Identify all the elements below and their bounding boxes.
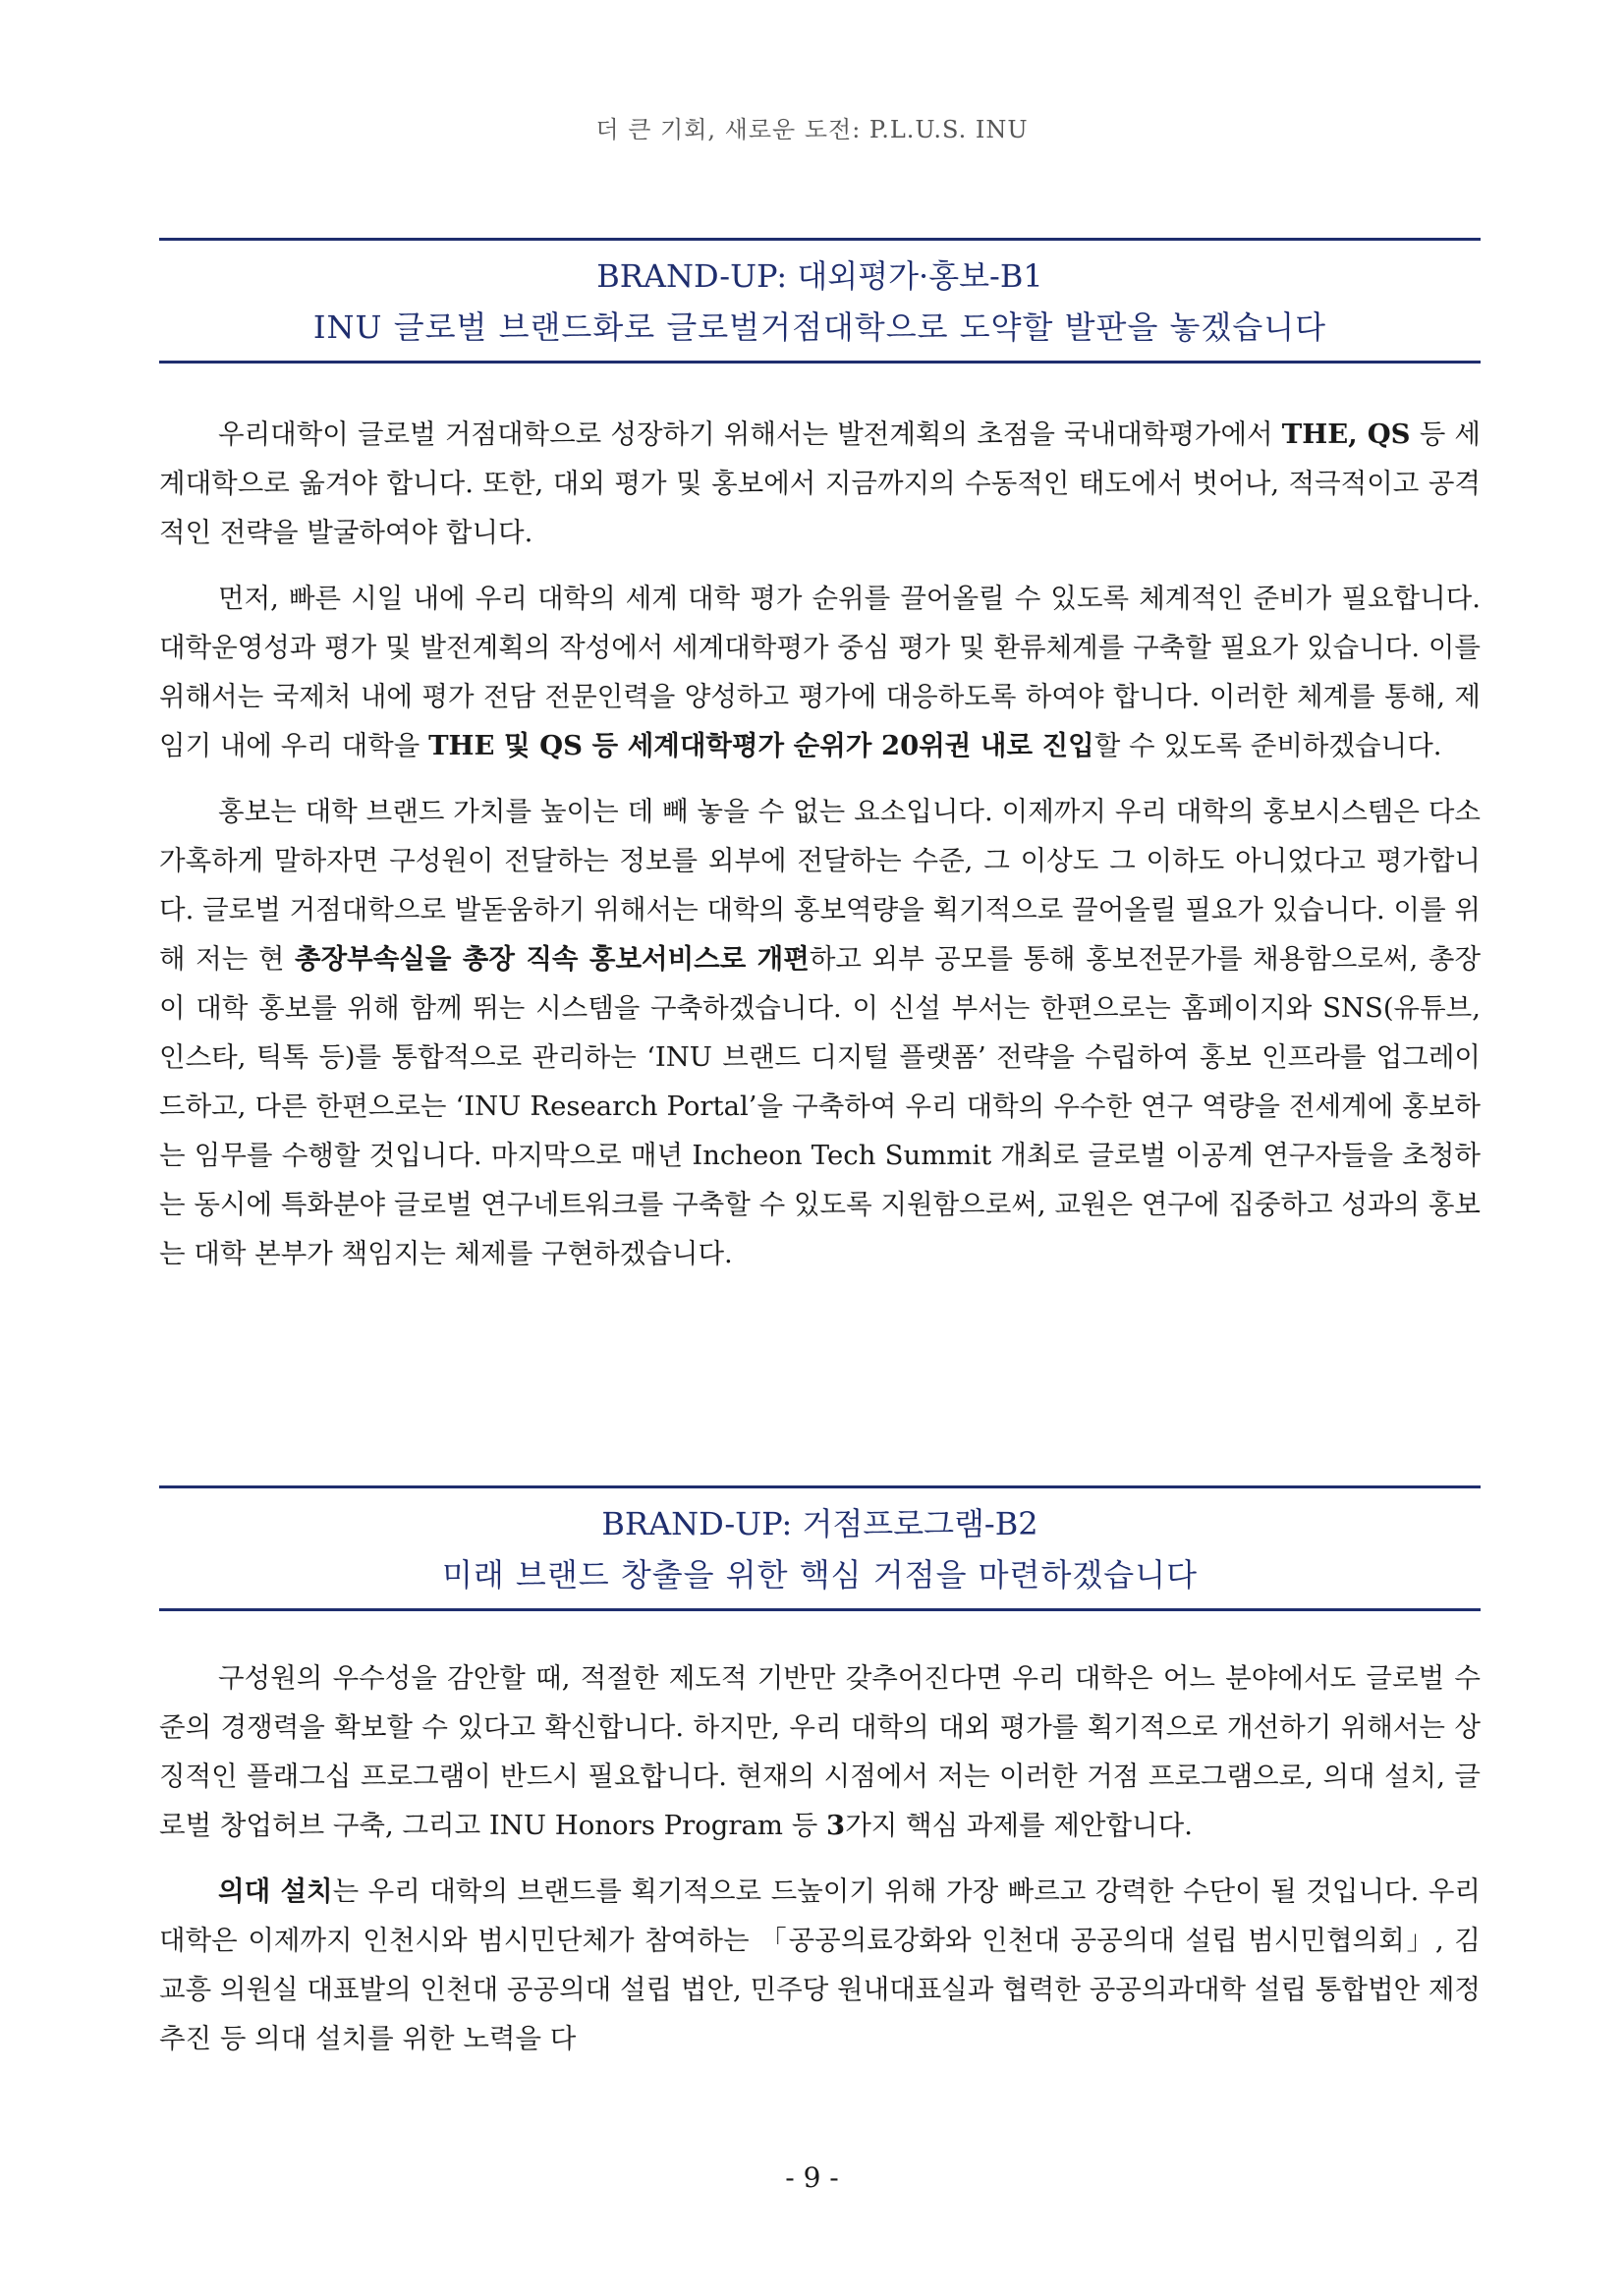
paragraph-b1-2: 먼저, 빠른 시일 내에 우리 대학의 세계 대학 평가 순위를 끌어올릴 수 있도록 체계적인 준비가 필요합니다. 대학운영성과 평가 및 발전계획의 작성에서 세계대학평가 중심 평가 및 환류체계를 구축할 필요가 있습니다. 이를 위해서는 국제처 내에 평가 전담 전문인력을 양성하고 평가에 대응하도록 하여야 합니다. 이러한 체계를 통해, 제 임기 내에 우리 대학을 THE 및 QS 등 세계대학평가 순위가 20위권 내로 진입할 수 있도록 준비하겠습니다.	[159, 583, 1481, 761]
paragraph-b1-1: 우리대학이 글로벌 거점대학으로 성장하기 위해서는 발전계획의 초점을 국내대학평가에서 THE, QS 등 세계대학으로 옮겨야 합니다. 또한, 대외 평가 및 홍보에서 지금까지의 수동적인 태도에서 벗어나, 적극적이고 공격적인 전략을 발굴하여야 합니다.	[159, 419, 1481, 548]
paragraph-b2-1: 구성원의 우수성을 감안할 때, 적절한 제도적 기반만 갖추어진다면 우리 대학은 어느 분야에서도 글로벌 수준의 경쟁력을 확보할 수 있다고 확신합니다. 하지만, 우리 대학의 대외 평가를 획기적으로 개선하기 위해서는 상징적인 플래그십 프로그램이 반드시 필요합니다. 현재의 시점에서 저는 이러한 거점 프로그램으로, 의대 설치, 글로벌 창업허브 구축, 그리고 INU Honors Program 등 3가지 핵심 과제를 제안합니다.	[159, 1662, 1481, 1841]
paragraph-b2-2: 의대 설치는 우리 대학의 브랜드를 획기적으로 드높이기 위해 가장 빠르고 강력한 수단이 될 것입니다. 우리 대학은 이제까지 인천시와 범시민단체가 참여하는 「공공의료강화와 인천대 공공의대 설립 범시민협의회」, 김교흥 의원실 대표발의 인천대 공공의대 설립 법안, 민주당 원내대표실과 협력한 공공의과대학 설립 통합법안 제정 추진 등 의대 설치를 위한 노력을 다	[159, 1876, 1481, 2054]
section-header-b1	[159, 238, 1481, 364]
running-header: 더 큰 기회, 새로운 도전: P.L.U.S. INU	[595, 116, 1029, 143]
section-b1	[159, 238, 1481, 364]
section-code-b1: BRAND-UP: 대외평가·홍보-B1	[596, 257, 1043, 295]
section-b2-body	[159, 1653, 1481, 2080]
section-b2	[159, 1485, 1481, 1611]
paragraph-b1-3: 홍보는 대학 브랜드 가치를 높이는 데 빼 놓을 수 없는 요소입니다. 이제까지 우리 대학의 홍보시스템은 다소 가혹하게 말하자면 구성원이 전달하는 정보를 외부에 전달하는 수준, 그 이상도 그 이하도 아니었다고 평가합니다. 글로벌 거점대학으로 발돋움하기 위해서는 대학의 홍보역량을 획기적으로 끌어올릴 필요가 있습니다. 이를 위해 저는 현 총장부속실을 총장 직속 홍보서비스로 개편하고 외부 공모를 통해 홍보전문가를 채용함으로써, 총장이 대학 홍보를 위해 함께 뛰는 시스템을 구축하겠습니다. 이 신설 부서는 한편으로는 홈페이지와 SNS(유튜브, 인스타, 틱톡 등)를 통합적으로 관리하는 ‘INU 브랜드 디지털 플랫폼’ 전략을 수립하여 홍보 인프라를 업그레이드하고, 다른 한편으로는 ‘INU Research Portal’을 구축하여 우리 대학의 우수한 연구 역량을 전세계에 홍보하는 임무를 수행할 것입니다. 마지막으로 매년 Incheon Tech Summit 개최로 글로벌 이공계 연구자들을 초청하는 동시에 특화분야 글로벌 연구네트워크를 구축할 수 있도록 지원함으로써, 교원은 연구에 집중하고 성과의 홍보는 대학 본부가 책임지는 체제를 구현하겠습니다.	[159, 796, 1482, 1269]
section-header-b2	[159, 1485, 1481, 1611]
section-title-b2: 미래 브랜드 창출을 위한 핵심 거점을 마련하겠습니다	[441, 1556, 1199, 1594]
section-b1-body	[159, 410, 1481, 1295]
section-code-b2: BRAND-UP: 거점프로그램-B2	[601, 1505, 1038, 1542]
section-title-b1: INU 글로벌 브랜드화로 글로벌거점대학으로 도약할 발판을 놓겠습니다	[312, 308, 1327, 346]
page-number: - 9 -	[785, 2161, 839, 2194]
